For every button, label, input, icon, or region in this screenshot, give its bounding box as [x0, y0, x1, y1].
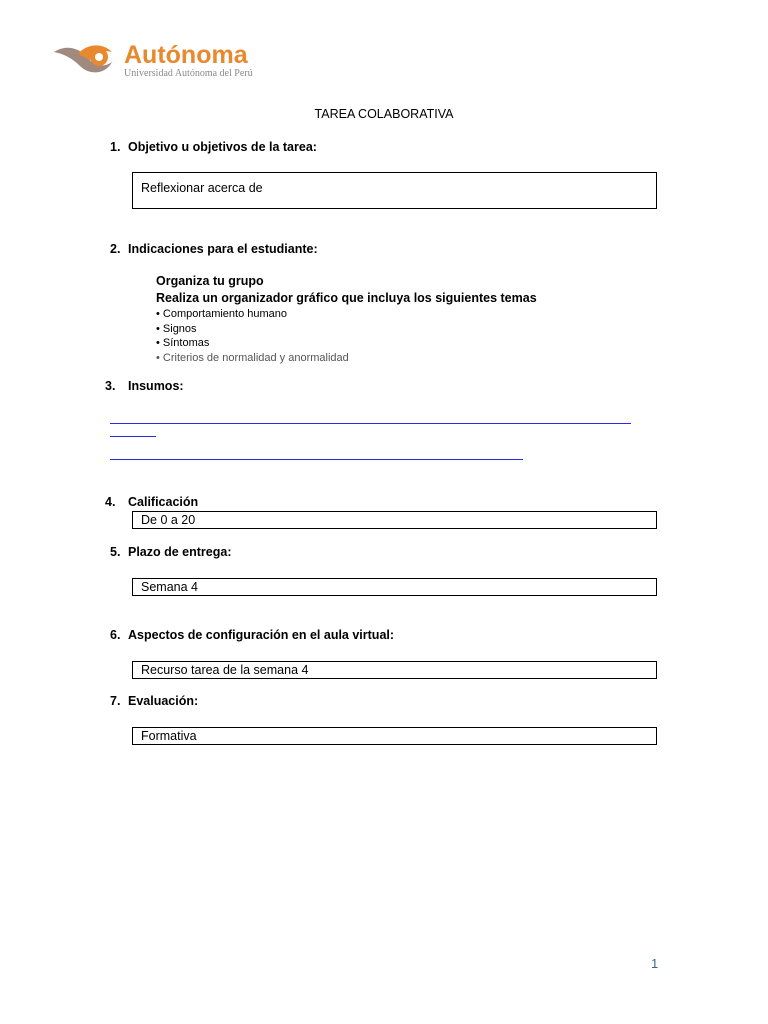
section-7-number: 7. — [110, 694, 121, 708]
section-2-number: 2. — [110, 242, 121, 256]
autonoma-swoosh-logo-icon — [52, 42, 116, 78]
objective-value: Reflexionar acerca de — [141, 181, 263, 195]
section-3-label: Insumos: — [128, 379, 184, 393]
section-2-label: Indicaciones para el estudiante: — [128, 242, 318, 256]
section-1-label: Objetivo u objetivos de la tarea: — [128, 140, 317, 154]
brand-subtitle: Universidad Autónoma del Perú — [124, 68, 253, 79]
section-4-label: Calificación — [128, 495, 199, 509]
instruction-item: • Criterios de normalidad y anormalidad — [156, 351, 349, 364]
resource-link-1[interactable] — [110, 423, 631, 424]
brand-name: Autónoma — [124, 41, 248, 69]
objective-box — [132, 172, 657, 209]
section-1-number: 1. — [110, 140, 121, 154]
section-3-number: 3. — [105, 379, 116, 393]
grading-value: De 0 a 20 — [141, 513, 196, 527]
section-7-label: Evaluación: — [128, 694, 199, 708]
section-6-label: Aspectos de configuración en el aula virtual: — [128, 628, 395, 642]
evaluation-value: Formativa — [141, 729, 197, 743]
section-5-number: 5. — [110, 545, 121, 559]
instruction-heading-1: Organiza tu grupo — [156, 274, 264, 288]
university-logo — [52, 40, 272, 84]
section-4-number: 4. — [105, 495, 116, 509]
section-4-heading — [105, 495, 198, 509]
student-instructions — [156, 273, 537, 365]
instruction-heading-2: Realiza un organizador gráfico que incluya los siguientes temas — [156, 291, 537, 305]
section-5-heading — [110, 545, 232, 559]
section-6-number: 6. — [110, 628, 121, 642]
resource-link-1-continued[interactable] — [110, 436, 156, 437]
section-2-heading — [110, 242, 318, 256]
resource-link-2[interactable] — [110, 459, 523, 460]
deadline-value: Semana 4 — [141, 580, 198, 594]
section-6-heading — [110, 628, 394, 642]
document-title: TAREA COLABORATIVA — [314, 107, 454, 121]
section-3-heading — [105, 379, 184, 393]
section-7-heading — [110, 694, 198, 708]
instruction-item: • Síntomas — [156, 337, 210, 349]
virtual-classroom-config-value: Recurso tarea de la semana 4 — [141, 663, 309, 677]
instruction-item: • Signos — [156, 322, 197, 335]
instruction-item: • Comportamiento humano — [156, 308, 288, 320]
section-1-heading — [110, 140, 317, 154]
section-5-label: Plazo de entrega: — [128, 545, 232, 559]
grading-box — [132, 511, 657, 529]
deadline-box — [132, 578, 657, 596]
evaluation-box — [132, 727, 657, 745]
virtual-classroom-config-box — [132, 661, 657, 679]
page-number: 1 — [651, 956, 659, 971]
